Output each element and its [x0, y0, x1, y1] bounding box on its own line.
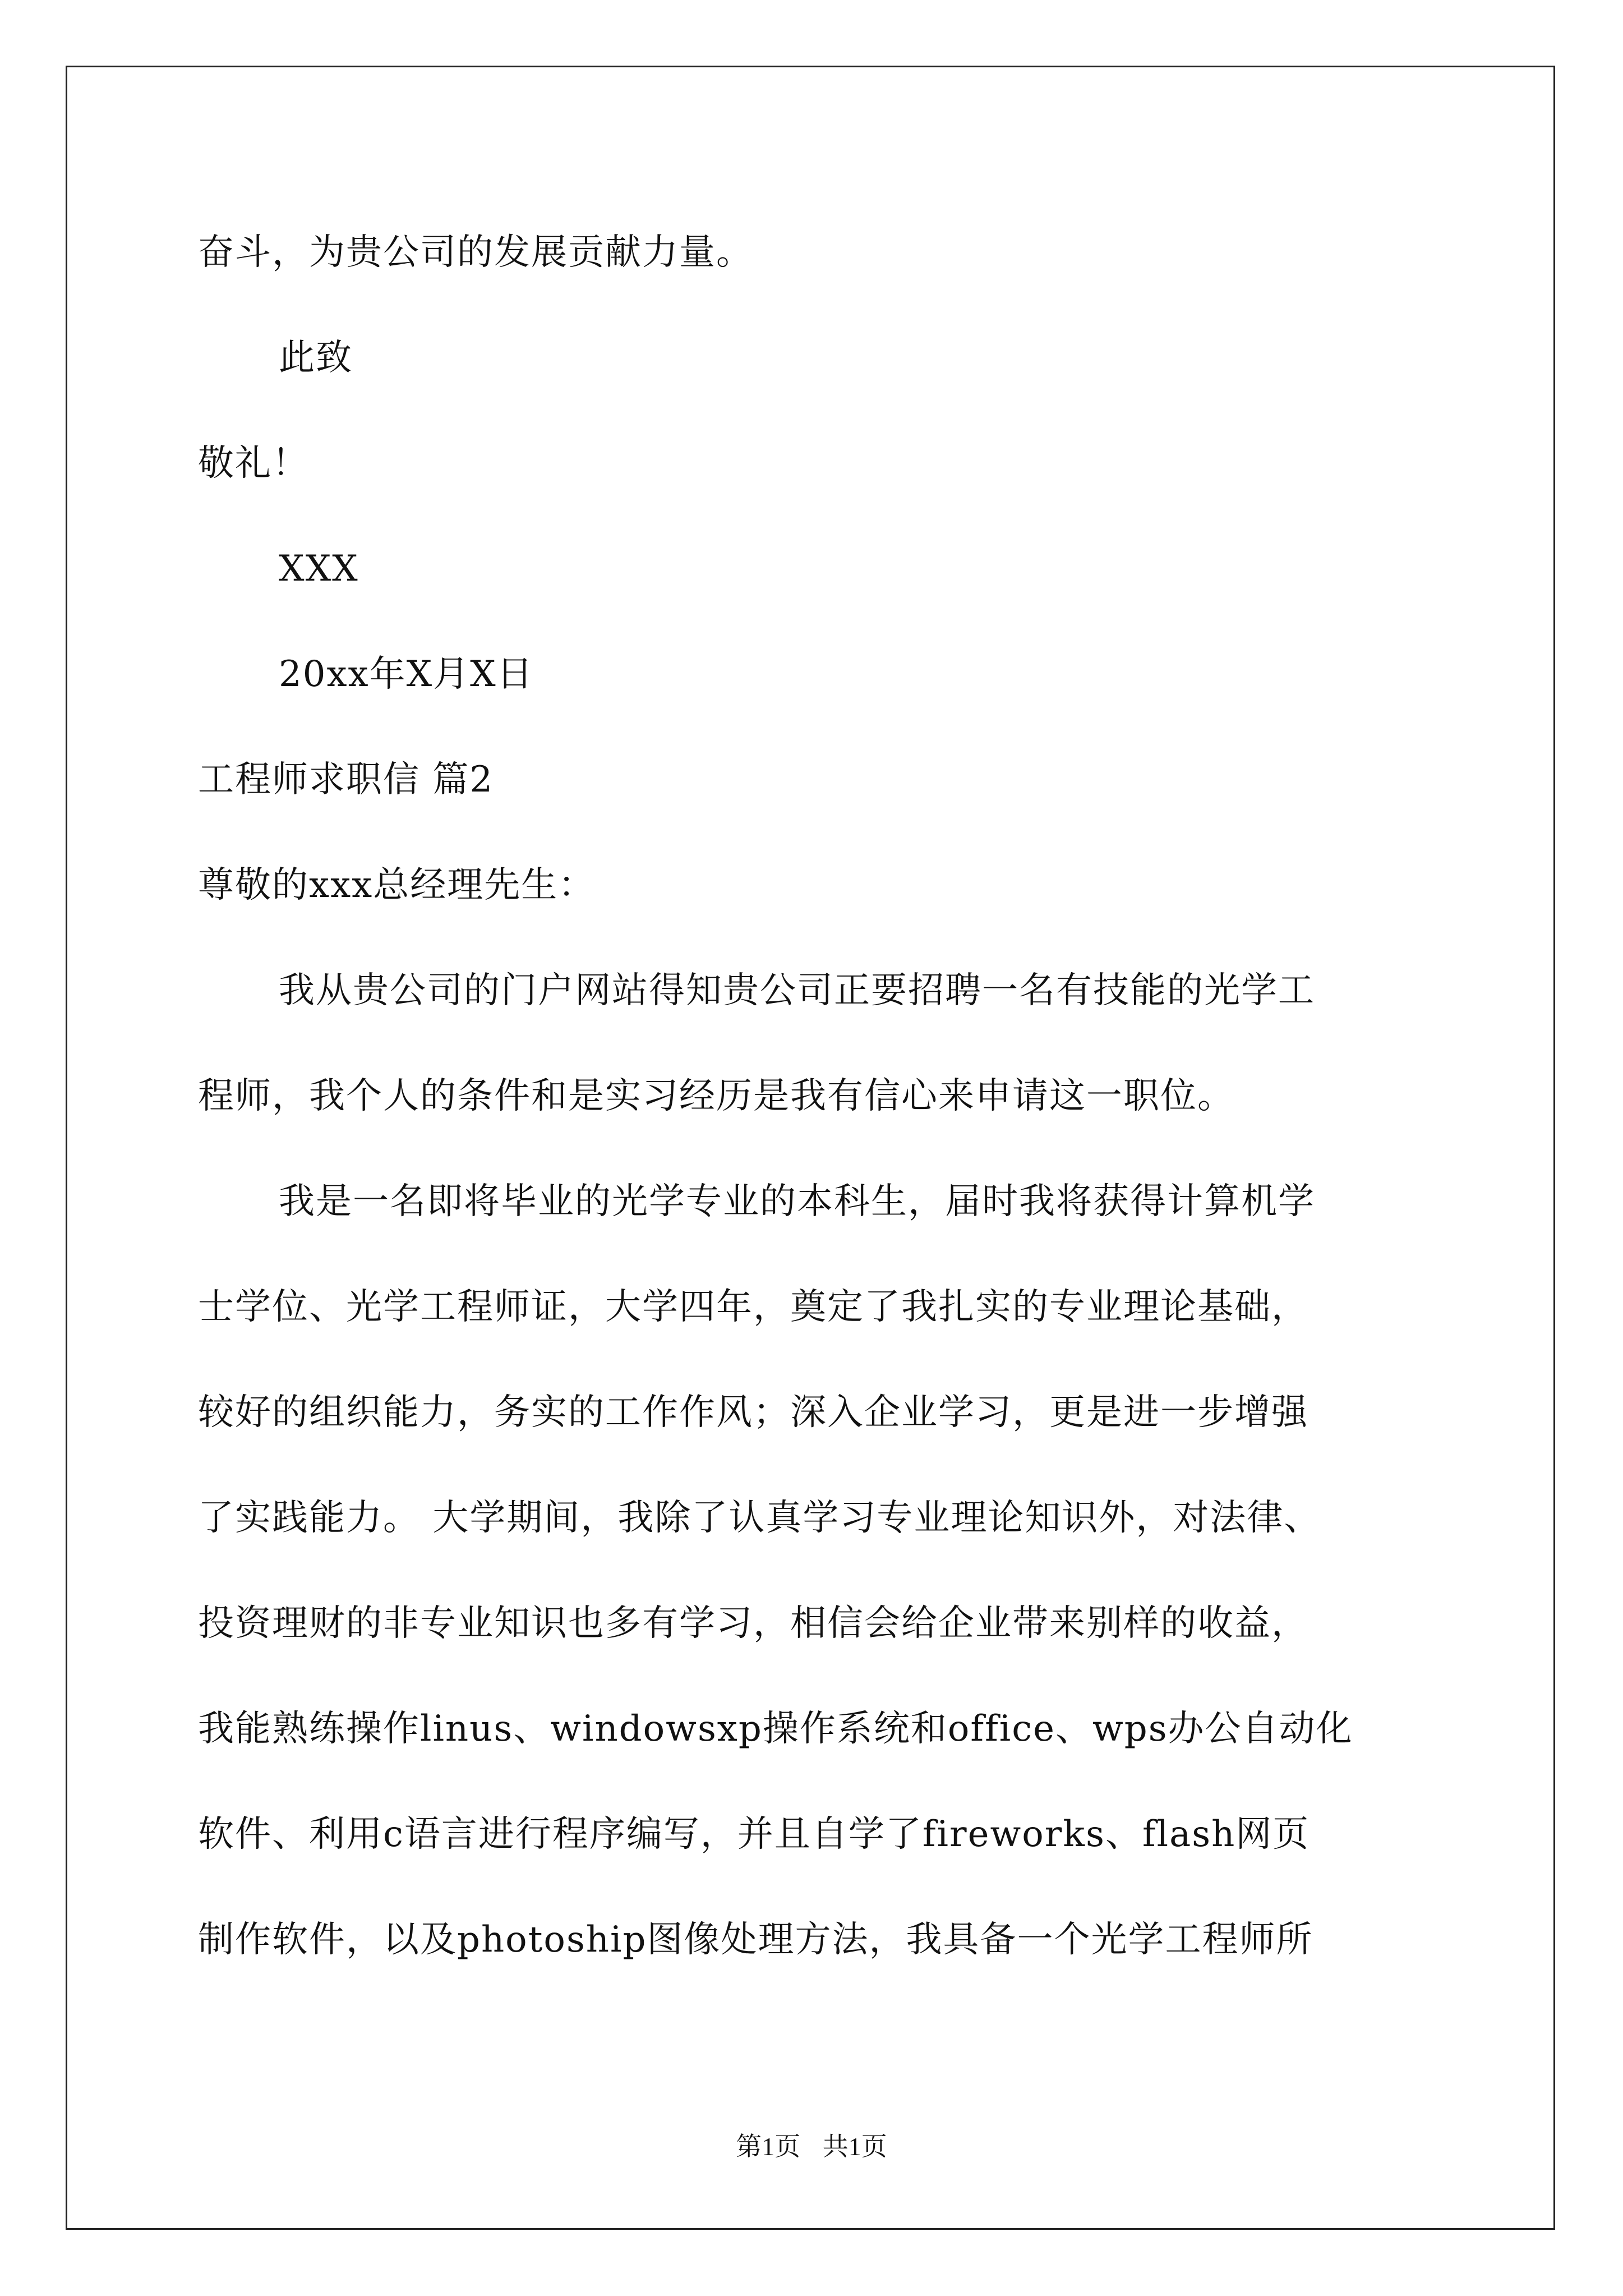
page-number-total: 共1页: [822, 2132, 887, 2161]
body-line: 制作软件，以及photoship图像处理方法，我具备一个光学工程师所: [198, 1919, 1313, 1961]
salutation-jingli: 敬礼！: [198, 443, 309, 484]
salutation-cizhi: 此致: [279, 337, 353, 379]
body-line: 我从贵公司的门户网站得知贵公司正要招聘一名有技能的光学工: [279, 970, 1315, 1011]
signature-name: XXX: [279, 548, 359, 590]
page-footer: [0, 2134, 1623, 2160]
body-line: 软件、利用c语言进行程序编写，并且自学了fireworks、flash网页: [198, 1814, 1310, 1855]
body-line: 我能熟练操作linus、windowsxp操作系统和office、wps办公自动化: [198, 1708, 1353, 1750]
body-line: 程师，我个人的条件和是实习经历是我有信心来申请这一职位。: [198, 1075, 1234, 1117]
closing-paragraph-line: 奋斗，为贵公司的发展贡献力量。: [198, 232, 753, 273]
letter-greeting: 尊敬的xxx总经理先生：: [198, 864, 596, 906]
page-border: [66, 66, 1555, 2230]
body-line: 我是一名即将毕业的光学专业的本科生，届时我将获得计算机学: [279, 1181, 1315, 1222]
body-line: 士学位、光学工程师证，大学四年，奠定了我扎实的专业理论基础，: [198, 1286, 1308, 1328]
body-line: 了实践能力。 大学期间，我除了认真学习专业理论知识外，对法律、: [198, 1497, 1321, 1539]
page-number-current: 第1页: [736, 2132, 801, 2161]
body-line: 投资理财的非专业知识也多有学习，相信会给企业带来别样的收益，: [198, 1603, 1308, 1644]
body-line: 较好的组织能力，务实的工作作风；深入企业学习，更是进一步增强: [198, 1392, 1308, 1433]
signature-date: 20xx年X月X日: [279, 654, 534, 695]
section-heading: 工程师求职信 篇2: [198, 759, 494, 800]
